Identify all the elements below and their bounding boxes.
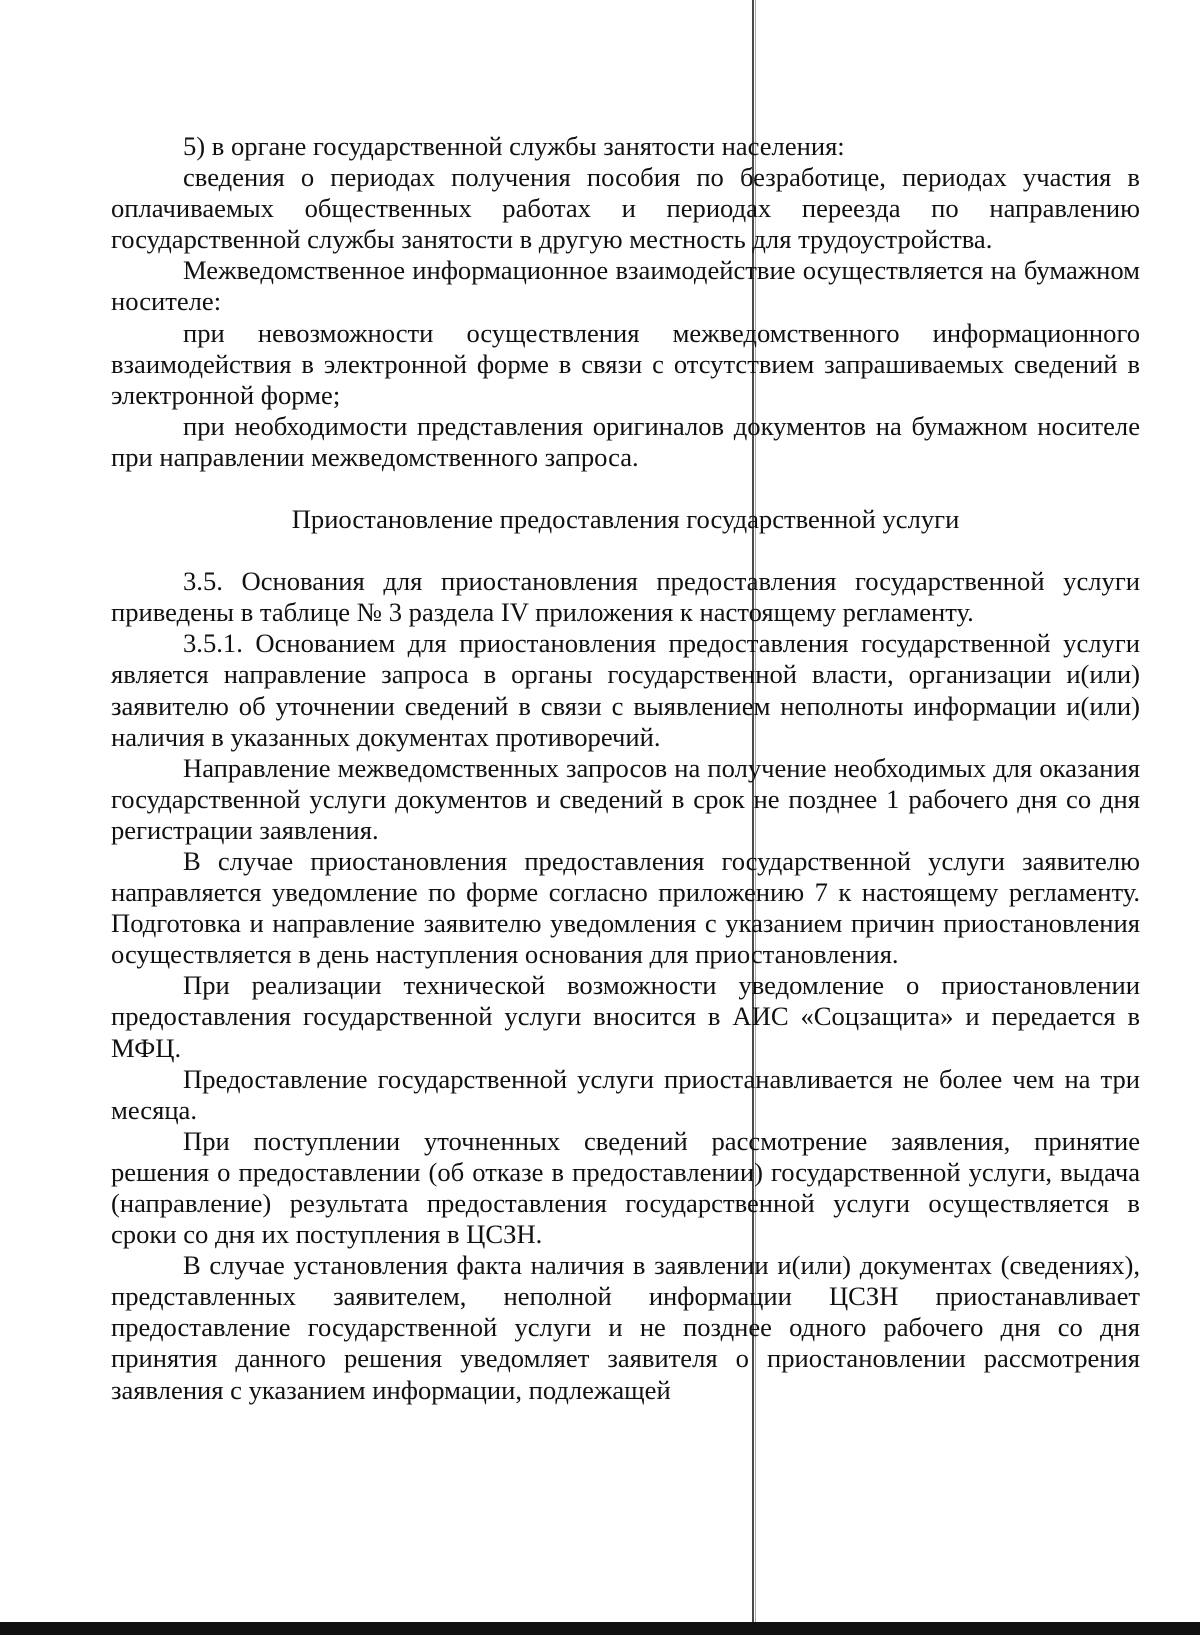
- section-heading: Приостановление предоставления государственной услуги: [291, 504, 960, 535]
- spacer: [111, 473, 1140, 504]
- paragraph: Направление межведомственных запросов на получение необходимых для оказания государственной услуги документов и сведений в срок не позднее 1 рабочего дня со дня регистрации заявления.: [111, 752, 1140, 845]
- paragraph: При поступлении уточненных сведений рассмотрение заявления, принятие решения о предоставлении (об отказе в предоставлении) государственной услуги, выдача (направление) результата предоставления государственной услуги осуществляется в сроки со дня их поступления в ЦСЗН.: [111, 1125, 1140, 1250]
- paragraph: 3.5.1. Основанием для приостановления предоставления государственной услуги является направление запроса в органы государственной власти, организации и(или) заявителю об уточнении сведений в связи с выявлением неполноты информации и(или) наличия в указанных документах противоречий.: [111, 628, 1140, 752]
- paragraph: 5) в органе государственной службы занятости населения:: [183, 131, 845, 161]
- paragraph: В случае установления факта наличия в заявлении и(или) документах (сведениях), представленных заявителем, неполной информации ЦСЗН приостанавливает предоставление государственной услуги и не позднее одного рабочего дня со дня принятия данного решения уведомляет заявителя о приостановлении рассмотрения заявления с указанием информации, подлежащей: [111, 1250, 1140, 1405]
- paragraph: 3.5. Основания для приостановления предоставления государственной услуги приведены в таблице № 3 раздела IV приложения к настоящему регламенту.: [111, 566, 1140, 628]
- paragraph: сведения о периодах получения пособия по безработице, периодах участия в оплачиваемых общественных работах и периодах переезда по направлению государственной службы занятости в другую местность для трудоустройства.: [111, 162, 1140, 255]
- paragraph: В случае приостановления предоставления государственной услуги заявителю направляется уведомление по форме согласно приложению 7 к настоящему регламенту. Подготовка и направление заявителю уведомления с указанием причин приостановления осуществляется в день наступления основания для приостановления.: [111, 845, 1140, 970]
- spacer: [111, 535, 1140, 566]
- paragraph: Предоставление государственной услуги приостанавливается не более чем на три месяца.: [111, 1063, 1140, 1125]
- document-body: [111, 131, 1140, 1406]
- paragraph: при невозможности осуществления межведомственного информационного взаимодействия в электронной форме в связи с отсутствием запрашиваемых сведений в электронной форме;: [111, 317, 1140, 410]
- paragraph: Межведомственное информационное взаимодействие осуществляется на бумажном носителе:: [111, 255, 1140, 317]
- scan-bottom-edge: [0, 1622, 1200, 1635]
- paragraph: при необходимости представления оригиналов документов на бумажном носителе при направлении межведомственного запроса.: [111, 410, 1140, 472]
- paragraph: При реализации технической возможности уведомление о приостановлении предоставления государственной услуги вносится в АИС «Соцзащита» и передается в МФЦ.: [111, 970, 1140, 1063]
